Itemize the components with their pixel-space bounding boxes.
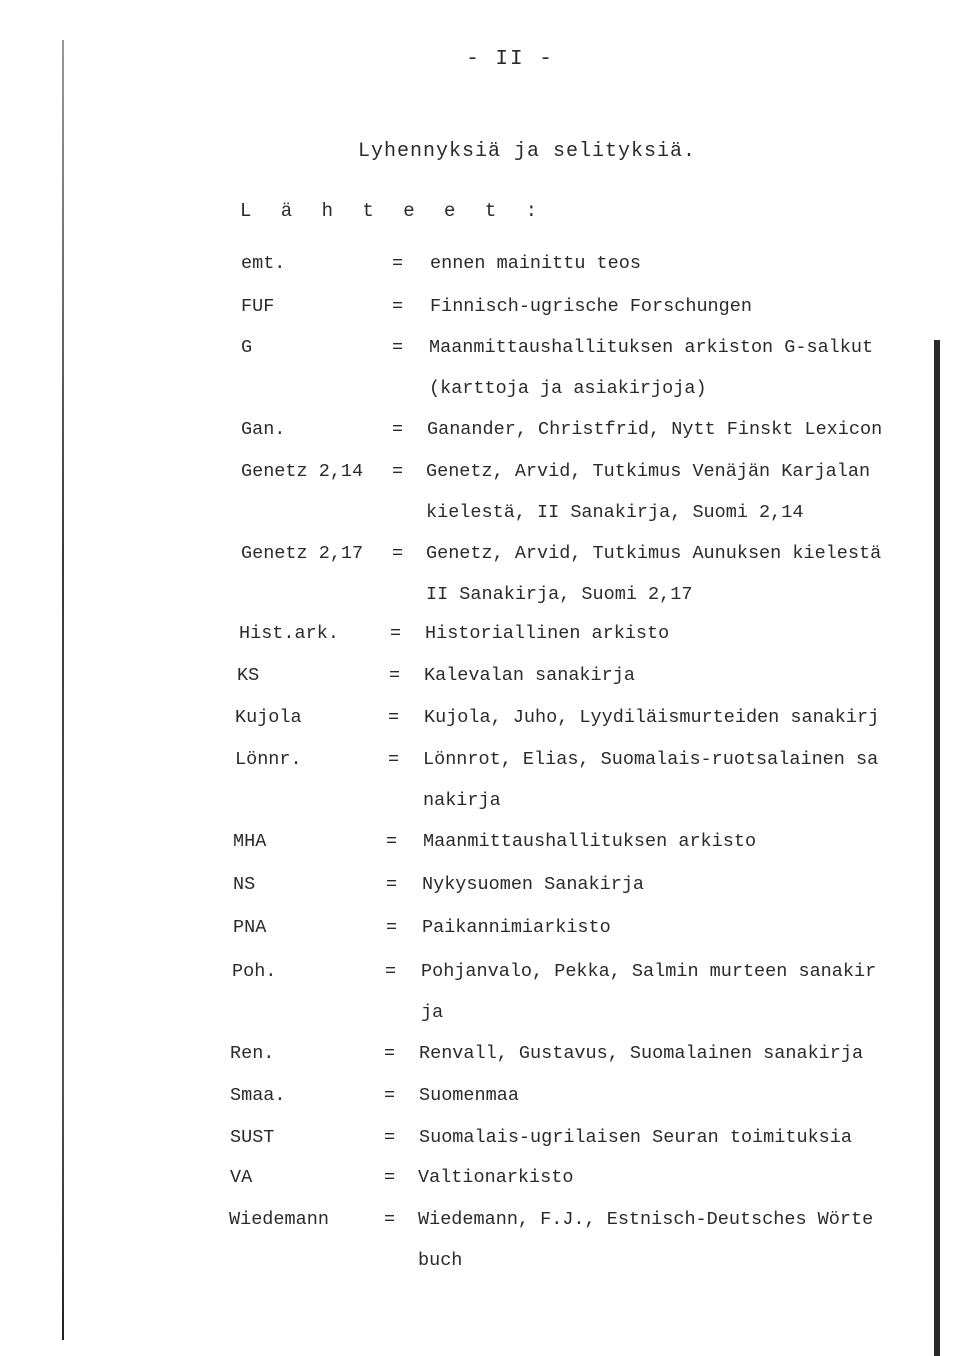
abbreviation-explanation — [421, 960, 876, 1042]
abbreviation-term: Genetz 2,14 — [241, 461, 364, 482]
equals-sign: = — [392, 337, 404, 358]
explanation-line: Kalevalan sanakirja — [424, 665, 635, 686]
abbreviation-explanation — [424, 706, 879, 747]
explanation-line: Renvall, Gustavus, Suomalainen sanakirja — [419, 1043, 864, 1064]
abbreviation-term: Hist.ark. — [239, 623, 339, 644]
abbreviation-term: Poh. — [232, 961, 277, 982]
explanation-line: Kujola, Juho, Lyydiläismurteiden sanakirj — [424, 707, 880, 728]
explanation-line: Ganander, Christfrid, Nytt Finskt Lexicon — [427, 419, 883, 440]
equals-sign: = — [388, 749, 400, 770]
abbreviation-explanation — [422, 873, 644, 914]
abbreviation-term: KS — [237, 665, 260, 686]
abbreviation-explanation — [419, 1084, 519, 1125]
abbreviation-explanation — [419, 1126, 852, 1167]
explanation-line: Genetz, Arvid, Tutkimus Venäjän Karjalan — [426, 461, 871, 482]
explanation-line: Suomalais-ugrilaisen Seuran toimituksia — [419, 1127, 852, 1148]
explanation-line: Pohjanvalo, Pekka, Salmin murteen sanakir — [421, 961, 877, 982]
equals-sign: = — [392, 419, 404, 440]
abbreviation-explanation — [419, 1042, 863, 1083]
abbreviation-term: SUST — [230, 1127, 275, 1148]
equals-sign: = — [392, 296, 404, 317]
explanation-line: buch — [418, 1250, 463, 1271]
abbreviation-explanation — [422, 916, 611, 957]
explanation-line: (karttoja ja asiakirjoja) — [429, 378, 707, 399]
explanation-line: Maanmittaushallituksen arkiston G-salkut — [429, 337, 874, 358]
explanation-line: Maanmittaushallituksen arkisto — [423, 831, 757, 852]
abbreviation-explanation — [423, 830, 756, 871]
abbreviation-explanation — [424, 664, 635, 705]
explanation-line: Suomenmaa — [419, 1085, 519, 1106]
explanation-line: Paikannimiarkisto — [422, 917, 611, 938]
abbreviation-explanation — [418, 1208, 873, 1290]
explanation-line: nakirja — [423, 790, 501, 811]
page-number: - II - — [466, 48, 554, 71]
equals-sign: = — [392, 543, 404, 564]
equals-sign: = — [384, 1167, 396, 1188]
explanation-line: Nykysuomen Sanakirja — [422, 874, 645, 895]
abbreviation-term: Ren. — [230, 1043, 275, 1064]
equals-sign: = — [392, 461, 404, 482]
equals-sign: = — [386, 831, 398, 852]
abbreviation-explanation — [418, 1166, 573, 1207]
equals-sign: = — [392, 253, 404, 274]
section-heading-sources: L ä h t e e t : — [240, 200, 547, 222]
abbreviation-term: Gan. — [241, 419, 286, 440]
abbreviation-term: MHA — [233, 831, 267, 852]
equals-sign: = — [384, 1085, 396, 1106]
explanation-line: ja — [421, 1002, 444, 1023]
abbreviation-explanation — [423, 748, 878, 830]
abbreviation-term: G — [241, 337, 253, 358]
equals-sign: = — [384, 1127, 396, 1148]
page-title: Lyhennyksiä ja selityksiä. — [358, 140, 697, 163]
abbreviation-term: PNA — [233, 917, 267, 938]
abbreviation-explanation — [425, 622, 669, 663]
explanation-line: Lönnrot, Elias, Suomalais-ruotsalainen sa — [423, 749, 879, 770]
abbreviation-explanation — [429, 336, 873, 418]
abbreviation-term: FUF — [241, 296, 275, 317]
explanation-line: Finnisch-ugrische Forschungen — [430, 296, 752, 317]
abbreviation-term: Lönnr. — [235, 749, 302, 770]
explanation-line: II Sanakirja, Suomi 2,17 — [426, 584, 693, 605]
abbreviation-term: Smaa. — [230, 1085, 286, 1106]
equals-sign: = — [384, 1043, 396, 1064]
abbreviation-explanation — [426, 460, 870, 542]
abbreviation-term: Genetz 2,17 — [241, 543, 364, 564]
equals-sign: = — [386, 874, 398, 895]
abbreviation-term: Kujola — [235, 707, 302, 728]
abbreviation-explanation — [430, 252, 641, 293]
explanation-line: Genetz, Arvid, Tutkimus Aunuksen kielestä — [426, 543, 882, 564]
abbreviation-term: emt. — [241, 253, 286, 274]
abbreviation-explanation — [427, 418, 882, 459]
explanation-line: kielestä, II Sanakirja, Suomi 2,14 — [426, 502, 804, 523]
explanation-line: Wiedemann, F.J., Estnisch-Deutsches Wörte — [418, 1209, 874, 1230]
abbreviation-term: VA — [230, 1167, 253, 1188]
abbreviation-explanation — [430, 295, 752, 336]
abbreviation-explanation — [426, 542, 881, 624]
equals-sign: = — [386, 917, 398, 938]
equals-sign: = — [389, 665, 401, 686]
explanation-line: Valtionarkisto — [418, 1167, 574, 1188]
abbreviation-term: Wiedemann — [229, 1209, 329, 1230]
explanation-line: ennen mainittu teos — [430, 253, 641, 274]
explanation-line: Historiallinen arkisto — [425, 623, 670, 644]
equals-sign: = — [384, 1209, 396, 1230]
equals-sign: = — [390, 623, 402, 644]
equals-sign: = — [388, 707, 400, 728]
equals-sign: = — [385, 961, 397, 982]
abbreviation-term: NS — [233, 874, 256, 895]
